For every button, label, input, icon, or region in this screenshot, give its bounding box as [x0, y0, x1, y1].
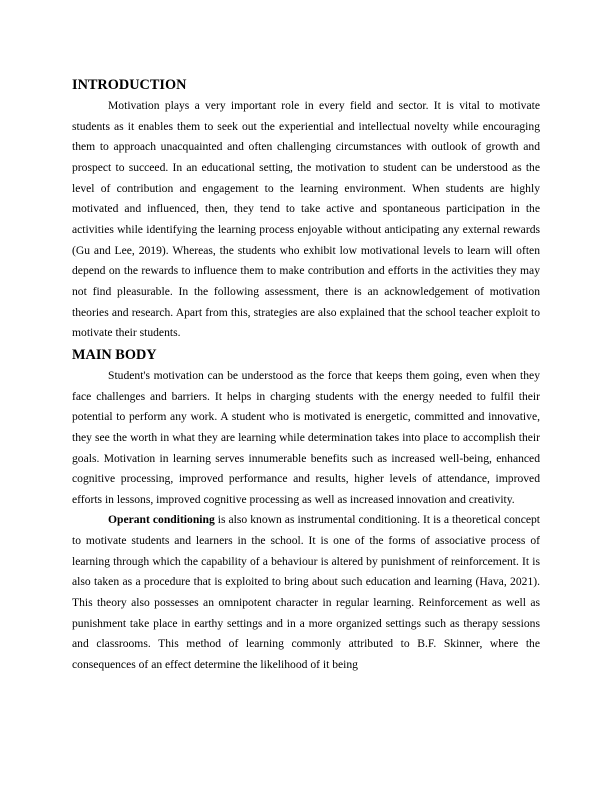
document-page [72, 76, 540, 676]
operant-conditioning-term: Operant conditioning [108, 513, 215, 527]
introduction-heading: INTRODUCTION [72, 77, 187, 93]
introduction-paragraph: Motivation plays a very important role in every field and sector. It is vital to motivate students as it enables them to seek out the experiential and intellectual novelty while encouraging them to approach unacquainted and often challenging circumstances with outlook of growth and prospect to succeed. In an educational setting, the motivation to student can be understood as the level of contribution and engagement to the learning environment. When students are highly motivated and influenced, then, they tend to take active and spontaneous participation in the activities while identifying the learning process enjoyable without anticipating any external rewards (Gu and Lee, 2019). Whereas, the students who exhibit low motivational levels to learn will often depend on the rewards to influence them to make contribution and efforts in the activities they may not find pleasurable. In the following assessment, there is an acknowledgement of motivation theories and research. Apart from this, strategies are also explained that the school teacher exploit to motivate their students. [72, 99, 540, 340]
main-body-paragraph-2 [72, 510, 540, 675]
main-body-paragraph-2-text: is also known as instrumental conditioning. It is a theoretical concept to motivate students and learners in the school. It is one of the forms of associative process of learning through which the capability of a behaviour is altered by punishment of reinforcement. It is also taken as a procedure that is exploited to bring about such education and learning (Hava, 2021). This theory also possesses an omnipotent character in regular learning. Reinforcement as well as punishment take place in earthy settings and in a more organized settings such as therapy sessions and classrooms. This method of learning commonly attributed to B.F. Skinner, where the consequences of an effect determine the likelihood of it being [72, 513, 541, 672]
main-body-heading: MAIN BODY [72, 346, 157, 363]
main-body-paragraph-1: Student's motivation can be understood as the force that keeps them going, even when they face challenges and barriers. It helps in charging students with the energy needed to fulfil their potential to perform any work. A student who is motivated is energetic, committed and innovative, they see the worth in what they are learning while determination takes into place to accomplish their goals. Motivation in learning serves innumerable benefits such as increased well-being, enhanced cognitive processing, improved performance and results, higher levels of attendance, improved efforts in lessons, improved cognitive processing as well as increased innovation and creativity. [72, 368, 540, 506]
